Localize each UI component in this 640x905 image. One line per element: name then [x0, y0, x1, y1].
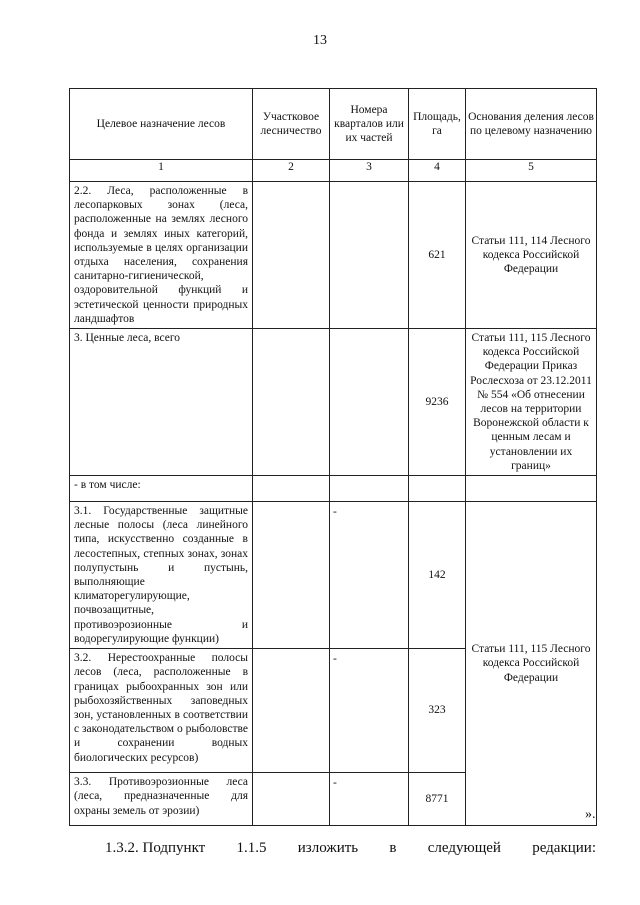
closing-quote: ».: [585, 807, 596, 822]
header-area: Площадь, га: [409, 89, 466, 160]
purpose-cell: 3. Ценные леса, всего: [70, 329, 253, 476]
table-row: [70, 182, 597, 329]
area-cell: 621: [409, 182, 466, 329]
area-cell: 142: [409, 502, 466, 649]
page-number: 13: [313, 33, 327, 48]
header-basis: Основания деления лесов по целевому назначению: [466, 89, 597, 160]
paragraph-word: редакции:: [532, 840, 596, 856]
header-quarters: Номера кварталов или их частей: [330, 89, 409, 160]
district-cell: [253, 773, 330, 826]
table-row: [70, 476, 597, 502]
column-number: 5: [466, 160, 597, 182]
column-number: 2: [253, 160, 330, 182]
forest-purpose-table: [69, 88, 597, 826]
header-purpose: Целевое назначение лесов: [70, 89, 253, 160]
column-number: 1: [70, 160, 253, 182]
column-number: 3: [330, 160, 409, 182]
amendment-paragraph: [105, 840, 596, 857]
paragraph-word: 1.3.2. Подпункт: [105, 840, 206, 856]
basis-cell: Статьи 111, 115 Лесного кодекса Российской Федерации Приказ Рослесхоза от 23.12.2011 № 554 «Об отнесении лесов на территории Воронежской области к ценным лесам и установлении их границ»: [466, 329, 597, 476]
table-row: [70, 502, 597, 649]
basis-cell-merged: Статьи 111, 115 Лесного кодекса Российской Федерации: [466, 502, 597, 826]
paragraph-word: 1.1.5: [236, 840, 267, 856]
purpose-cell: 3.3. Противоэрозионные леса (леса, предназначенные для охраны земель от эрозии): [70, 773, 253, 826]
header-row: [70, 89, 597, 160]
paragraph-word: следующей: [427, 840, 501, 856]
header-district: Участковое лесничество: [253, 89, 330, 160]
district-cell: [253, 649, 330, 773]
area-cell: 9236: [409, 329, 466, 476]
area-cell: 323: [409, 649, 466, 773]
paragraph-word: в: [389, 840, 397, 856]
table-row: [70, 329, 597, 476]
quarters-cell: [330, 329, 409, 476]
column-number: 4: [409, 160, 466, 182]
district-cell: [253, 329, 330, 476]
district-cell: [253, 502, 330, 649]
purpose-cell: 3.1. Государственные защитные лесные полосы (леса линейного типа, искусственно созданные в лесостепных, степных зонах, зонах полупустынь и пустынь, выполняющие климаторегулирующие, почвозащитные, противоэрозионные и водорегулирующие функции): [70, 502, 253, 649]
purpose-cell: 3.2. Нерестоохранные полосы лесов (леса, расположенные в границах рыбоохранных зон или рыбохозяйственных заповедных зон, установленных в соответствии с законодательством о рыболовстве и сохранении водных биологических ресурсов): [70, 649, 253, 773]
column-number-row: [70, 160, 597, 182]
quarters-cell: -: [330, 773, 409, 826]
quarters-cell: -: [330, 502, 409, 649]
basis-cell: Статьи 111, 114 Лесного кодекса Российской Федерации: [466, 182, 597, 329]
quarters-cell: -: [330, 649, 409, 773]
quarters-cell: [330, 182, 409, 329]
district-cell: [253, 182, 330, 329]
purpose-cell: 2.2. Леса, расположенные в лесопарковых зонах (леса, расположенные на землях лесного фонда и землях иных категорий, используемые в целях организации отдыха населения, сохранения санитарно-гигиенической, оздоровительной функций и эстетической ценности природных ландшафтов: [70, 182, 253, 329]
purpose-cell: - в том числе:: [70, 476, 253, 502]
area-cell: 8771: [409, 773, 466, 826]
paragraph-word: изложить: [297, 840, 359, 856]
